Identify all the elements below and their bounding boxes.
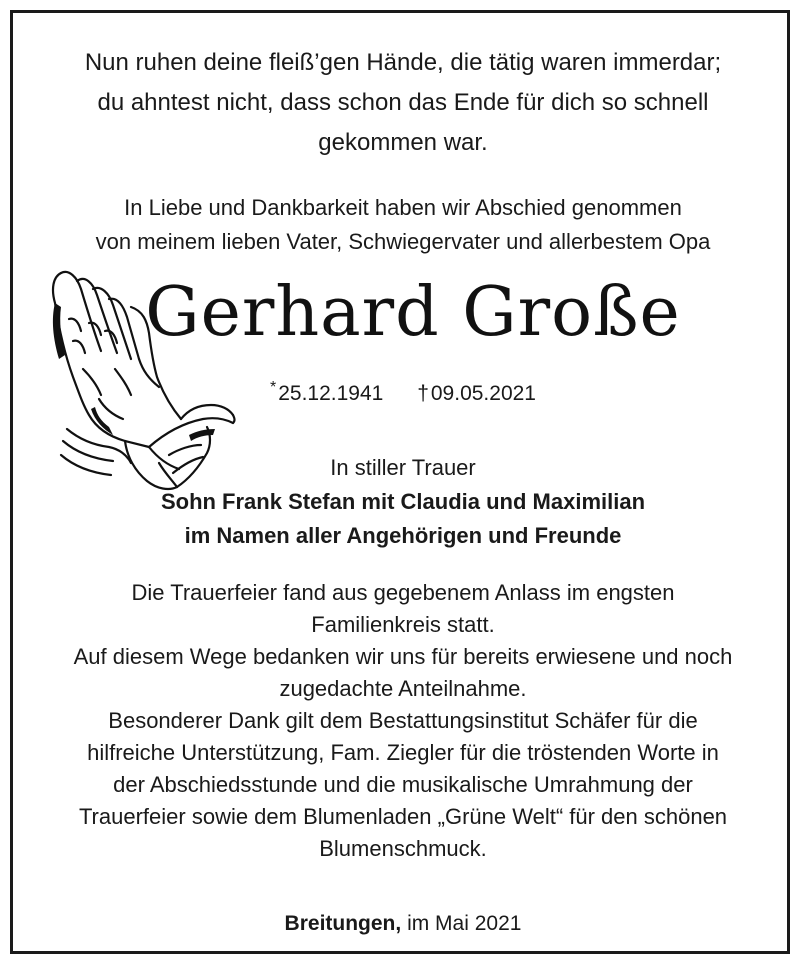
mourning-heading: In stiller Trauer [330,455,476,480]
poem-line: gekommen war. [318,129,488,156]
poem-line: Nun ruhen deine fleiß’gen Hände, die tätig waren immerdar; [84,49,722,76]
place-date [13,909,793,939]
deceased-name: Gerhard Große [145,273,681,352]
body-line: hilfreiche Unterstützung, Fam. Ziegler für die tröstenden Worte in [87,740,719,765]
intro-line: In Liebe und Dankbarkeit haben wir Abschied genommen [124,195,682,220]
mourning-section [13,451,793,553]
death-date: †09.05.2021 [417,379,536,409]
intro-text [13,191,793,259]
body-line: der Abschiedsstunde und die musikalische Umrahmung der [113,772,693,797]
body-line: zugedachte Anteilnahme. [279,676,527,701]
body-line: Blumenschmuck. [319,836,487,861]
birth-date: *25.12.1941 [270,379,384,405]
mourners-line: im Namen aller Angehörigen und Freunde [184,523,622,548]
mourners-line: Sohn Frank Stefan mit Claudia und Maximilian [160,489,646,514]
poem [13,43,793,163]
poem-line: du ahntest nicht, dass schon das Ende für dich so schnell [97,89,709,116]
place: Breitungen, [284,912,402,935]
obituary-frame [10,10,790,954]
body-line: Die Trauerfeier fand aus gegebenem Anlass im engsten [131,580,675,605]
cross-icon: † [417,382,429,405]
body-line: Besonderer Dank gilt dem Bestattungsinstitut Schäfer für die [108,708,698,733]
date: im Mai 2021 [407,912,522,935]
body-line: Trauerfeier sowie dem Blumenladen „Grüne Welt“ für den schönen [78,804,728,829]
life-dates [173,373,633,409]
thanks-text [27,577,779,865]
body-line: Auf diesem Wege bedanken wir uns für bereits erwiesene und noch [73,644,733,669]
birth-star-icon: * [270,379,277,396]
intro-line: von meinem lieben Vater, Schwiegervater und allerbestem Opa [95,229,711,254]
body-line: Familienkreis statt. [311,612,495,637]
